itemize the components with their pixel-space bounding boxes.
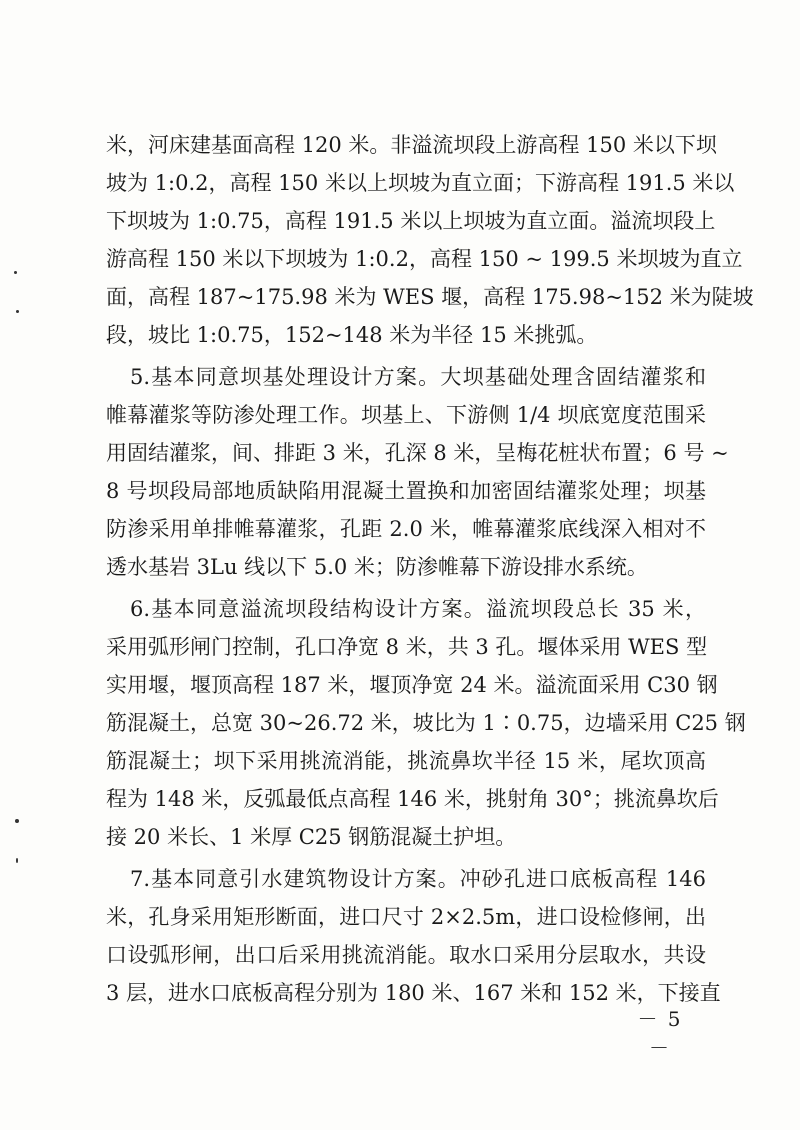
text-line: 筋混凝土，总宽 30~26.72 米，坡比为 1∶0.75，边墙采用 C25 钢 [106, 711, 746, 735]
text-line: 7.基本同意引水建筑物设计方案。冲砂孔进口底板高程 146 [130, 867, 706, 891]
text-line: 实用堰，堰顶高程 187 米，堰顶净宽 24 米。溢流面采用 C30 钢 [106, 673, 718, 697]
text-line: 下坝坡为 1:0.75，高程 191.5 米以上坝坡为直立面。溢流坝段上 [106, 209, 716, 233]
paragraph-item-6 [106, 590, 746, 856]
text-line: 用固结灌浆，间、排距 3 米，孔深 8 米，呈梅花桩状布置；6 号 ~ [106, 441, 729, 465]
text-line: 游高程 150 米以下坝坡为 1:0.2，高程 150 ~ 199.5 米坝坡为直立 [106, 247, 743, 271]
text-line: 筋混凝土；坝下采用挑流消能，挑流鼻坎半径 15 米，尾坎顶高 [106, 749, 706, 773]
text-line: 8 号坝段局部地质缺陷用混凝土置换和加密固结灌浆处理；坝基 [106, 479, 706, 503]
text-line: 段，坡比 1:0.75，152~148 米为半径 15 米挑弧。 [106, 323, 598, 347]
text-line: 透水基岩 3Lu 线以下 5.0 米；防渗帷幕下游设排水系统。 [106, 555, 648, 579]
paragraph-continuation [106, 126, 754, 354]
scan-speck [14, 271, 17, 274]
text-line: 帷幕灌浆等防渗处理工作。坝基上、下游侧 1/4 坝底宽度范围采 [106, 403, 706, 427]
body-text [106, 126, 754, 1012]
text-line: 坡为 1:0.2，高程 150 米以上坝坡为直立面；下游高程 191.5 米以 [106, 171, 735, 195]
text-line: 米，孔身采用矩形断面，进口尺寸 2×2.5m，进口设检修闸，出 [106, 905, 706, 929]
scan-speck [16, 310, 19, 313]
scan-speck [16, 858, 18, 863]
text-line: 程为 148 米，反弧最低点高程 146 米，挑射角 30°；挑流鼻坎后 [106, 787, 719, 811]
scan-speck [15, 819, 19, 823]
text-line: 面，高程 187~175.98 米为 WES 堰，高程 175.98~152 米为陡坡 [106, 285, 754, 309]
text-line: 5.基本同意坝基处理设计方案。大坝基础处理含固结灌浆和 [130, 365, 706, 389]
paragraph-item-7 [106, 860, 721, 1012]
page-number: － 5 － [637, 1007, 683, 1060]
text-line: 3 层，进水口底板高程分别为 180 米、167 米和 152 米，下接直 [106, 981, 721, 1005]
text-line: 6.基本同意溢流坝段结构设计方案。溢流坝段总长 35 米， [130, 597, 706, 621]
text-line: 米，河床建基面高程 120 米。非溢流坝段上游高程 150 米以下坝 [106, 133, 717, 157]
text-line: 口设弧形闸，出口后采用挑流消能。取水口采用分层取水，共设 [106, 943, 706, 967]
text-line: 接 20 米长、1 米厚 C25 钢筋混凝土护坦。 [106, 825, 517, 849]
paragraph-item-5 [106, 358, 729, 586]
text-line: 采用弧形闸门控制，孔口净宽 8 米，共 3 孔。堰体采用 WES 型 [106, 635, 708, 659]
text-line: 防渗采用单排帷幕灌浆，孔距 2.0 米，帷幕灌浆底线深入相对不 [106, 517, 706, 541]
